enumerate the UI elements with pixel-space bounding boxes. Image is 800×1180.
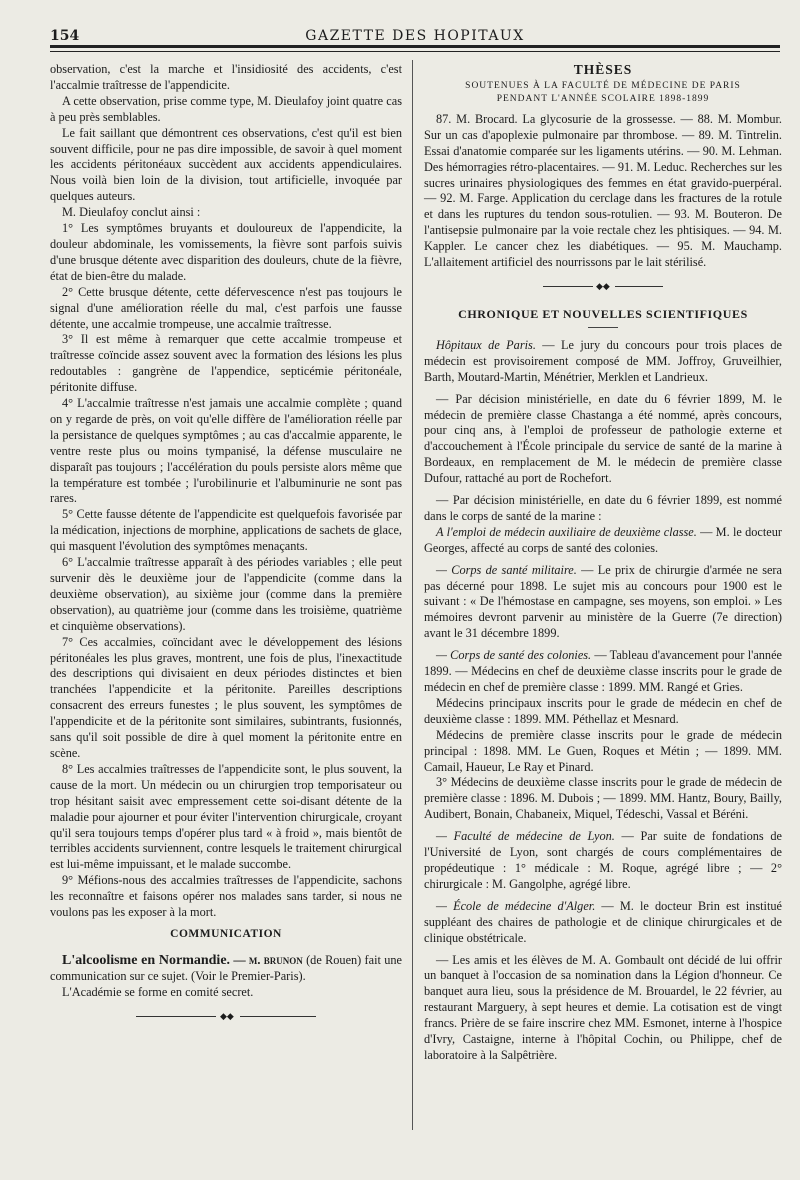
left-column xyxy=(50,62,402,1033)
news-text: — Les amis et les élèves de M. A. Gombault ont décidé de lui offrir un banquet à l'occasion de sa nomination dans la Légion d'honneur. Ce banquet aura lieu, sous la présidence de M. Brouardel, le 22 février, au restaurant Marguery, à sept heures et demie. La cotisation est de vingt francs. Prière de se faire inscrire chez MM. Esmonet, interne à l'hospice d'Ivry, Castaigne, interne à l'hôpital Cochin, ou Philippe, chef de laboratoire à la Salpêtrière. xyxy=(424,952,782,1062)
theses-list: 87. M. Brocard. La glycosurie de la grossesse. — 88. M. Mombur. Sur un cas d'apoplexie pulmonaire par thrombose. — 89. M. Tintrelin. Essai d'anatomie comparée sur les ligaments utérins. — 90. M. Lehman. Des hémorragies rétro-placentaires. — 91. M. Leduc. Recherches sur les sucres urinaires physiologiques des femmes en état gravido-puerpéral. — 92. M. Farge. Application du cerclage dans les fractures de la rotule et dans les ruptures du tendon sous-rotulien. — 93. M. Bouteron. De l'antisepsie pulmonaire par la voie rectale chez les phtisiques. — 94. M. Kappler. Le cancer chez les diabétiques. — 95. M. Mauchamp. L'allaitement artificiel des nourrissons par le lait stérilisé. xyxy=(424,111,782,270)
paragraph: 8° Les accalmies traîtresses de l'appendicite sont, le plus souvent, la cause de la mort. Un médecin ou un chirurgien trop temporisateur ou trop hésitant saisit avec empressement cette soi-disant détente de la maladie pour ajourner et pour éviter l'intervention chirurgicale, croyant qu'il sera toujours temps d'opérer plus tard « à froid », mais bientôt de terribles accidents surviennent, contre lesquels le traitement chirurgical est lui-même impuissant, et le malade succombe. xyxy=(50,761,402,872)
news-text: — Tableau d'avancement pour l'année 1899. — Médecins en chef de deuxième classe inscrits pour le grade de médecin en chef de première classe : 1899. MM. Rangé et Gries. xyxy=(424,648,782,694)
news-item xyxy=(424,392,782,487)
news-text: — Par décision ministérielle, en date du 6 février 1899, est nommé dans le corps de santé de la marine : xyxy=(424,493,782,523)
news-item xyxy=(424,563,782,643)
paragraph: observation, c'est la marche et l'insidiosité des accidents, c'est l'accalmie traîtresse de l'appendicite. xyxy=(50,62,402,92)
news-text: — Par suite de fondations de l'Université de Lyon, sont chargés de cours complémentaires de propédeutique : 1° médicale : M. Roque, agrégé libre ; — 2° chirurgicale : M. Gangolphe, agrégé libre. xyxy=(424,829,782,891)
news-text: 3° Médecins de deuxième classe inscrits pour le grade de médecin de première classe : 1896. M. Dubois ; — 1899. MM. Hantz, Boury, Bailly, Audibert, Bonain, Chabaneix, Miquel, Tédeschi, Vassal et Béréni. xyxy=(424,775,782,822)
news-item xyxy=(424,648,782,696)
paragraph: 7° Ces accalmies, coïncidant avec le développement des lésions péritonéales les plus graves, montrent, une fois de plus, l'inexactitude des descriptions qui divisaient en deux périodes distinctes et bien tranchées l'appendicite et la péritonite. Pareilles descriptions consacrent des erreurs funestes ; le plus souvent, les symptômes de l'appendicite et de la péritonite sont similaires, subintrants, fusionnés, sans qu'il soit possible de dire à quel moment la péritonite entre en scène. xyxy=(50,634,402,760)
theses-subtitle-line-2: PENDANT L'ANNÉE SCOLAIRE 1898-1899 xyxy=(496,93,710,104)
news-text: Médecins principaux inscrits pour le grade de médecin en chef de deuxième classe : 1899. MM. Péthellaz et Mesnard. xyxy=(424,695,782,726)
header-rule-thick xyxy=(50,45,780,48)
column-divider xyxy=(412,60,413,1130)
section-ornament: ◆◆ xyxy=(136,1011,316,1023)
news-lead: A l'emploi de médecin auxiliaire de deuxième classe. xyxy=(436,524,697,539)
paragraph: 5° Cette fausse détente de l'appendicite est quelquefois favorisée par la médication, injections de morphine, applications de sachets de glace, qui masquent l'évolution des symptômes menaçants. xyxy=(50,507,402,554)
news-text: — M. le docteur Georges, affecté au corps de santé des colonies. xyxy=(424,524,782,555)
news-text: — Le jury du concours pour trois places de médecin est provisoirement composé de MM. Joffroy, Gruveilhier, Barth, Moutard-Martin, Ménétrier, Merklen et Landrieux. xyxy=(424,337,782,384)
news-lead: — École de médecine d'Alger. xyxy=(436,898,596,913)
communication-lead: L'alcoolisme en Normandie. xyxy=(62,952,231,968)
news-item xyxy=(424,525,782,557)
paragraph: Le fait saillant que démontrent ces observations, c'est qu'il est bien souvent difficile, pour ne pas dire impossible, de savoir à quel moment les accidents péritonéaux succèdent aux accidents appendiculaires. Nous voilà bien loin de la division, tout artificielle, invoquée par quelques auteurs. xyxy=(50,125,402,204)
paragraph: 6° L'accalmie traîtresse apparaît à des périodes variables ; elle peut survenir dès le deuxième jour de l'appendicite (comme dans la deuxième observation), au sixième jour (comme dans la première observation), au quatrième jour (comme dans les troisième, quatrième et cinquième observations). xyxy=(50,555,402,633)
news-item xyxy=(424,728,782,776)
news-item xyxy=(424,953,782,1064)
paragraph: 4° L'accalmie traîtresse n'est jamais une accalmie complète ; quand on y regarde de près, on voit qu'elle diffère de l'amélioration réelle par la persistance de quelques symptômes ; au cas d'accalmie apparente, le ventre reste plus ou moins tympanisé, la défense musculaire ne disparaît pas toujours ; l'accélération du pouls persiste alors même que la température est tombée ; l'urobilinurie et l'albuminurie ne sont pas rares. xyxy=(50,396,402,506)
paragraph: 1° Les symptômes bruyants et douloureux de l'appendicite, la douleur abdominale, les vomissements, la fièvre sont parfois suivis d'une brusque détente avec disparition des douleurs, chute de la fièvre, état de bien-être du malade. xyxy=(50,221,402,283)
page-number: 154 xyxy=(50,28,80,44)
title-rule xyxy=(588,327,618,328)
news-item xyxy=(424,493,782,525)
news-text: — M. le docteur Brin est institué suppléant des chaires de pathologie et de clinique chirurgicales et de clinique obstétricale. xyxy=(424,898,782,945)
paragraph: M. Dieulafoy conclut ainsi : xyxy=(62,205,201,220)
communication-paragraph xyxy=(50,953,402,985)
news-lead: Hôpitaux de Paris. xyxy=(436,337,536,352)
theses-title: THÈSES xyxy=(573,62,633,77)
news-lead: — Corps de santé militaire. xyxy=(436,562,577,577)
communication-author: — m. brunon xyxy=(233,952,303,967)
news-item xyxy=(424,775,782,823)
header-rule-thin xyxy=(50,51,780,52)
communication-heading: COMMUNICATION xyxy=(170,927,282,940)
news-item xyxy=(424,899,782,947)
paragraph: A cette observation, prise comme type, M. Dieulafoy joint quatre cas à peu près semblables. xyxy=(50,93,402,124)
news-text: Médecins de première classe inscrits pour le grade de médecin principal : 1898. MM. Le Guen, Roques et Métin ; — 1899. MM. Camail, Haueur, Le Ray et Pinard. xyxy=(424,727,782,774)
news-lead: — Faculté de médecine de Lyon. xyxy=(436,829,615,844)
paragraph: 9° Méfions-nous des accalmies traîtresses de l'appendicite, sachons les reconnaître et faisons opérer nos malades sans tarder, si nous ne voulons pas les exposer à la mort. xyxy=(50,873,402,920)
communication-text: (de Rouen) fait une communication sur ce sujet. (Voir le Premier-Paris). xyxy=(50,952,402,983)
news-text: — Le prix de chirurgie d'armée ne sera pas décerné pour 1898. Le sujet mis au concours pour 1900 est le suivant : « De l'hémostase en campagne, ses moyens, son emploi. » Les mémoires devront parvenir au ministère de la Guerre (7e direction) avant le 31 décembre 1899. xyxy=(424,562,782,641)
journal-title: GAZETTE DES HOPITAUX xyxy=(305,28,525,44)
right-column xyxy=(424,62,782,1064)
news-lead: — Corps de santé des colonies. xyxy=(436,648,592,663)
chronique-title: CHRONIQUE ET NOUVELLES SCIENTIFIQUES xyxy=(458,306,748,321)
theses-subtitle xyxy=(424,80,782,106)
paragraph: 3° Il est même à remarquer que cette accalmie trompeuse et traîtresse coïncide assez souvent avec la formation des lésions les plus redoutables : gangrène de l'appendice, septicémie péritonéale, péritonite diffuse. xyxy=(50,332,402,395)
news-item xyxy=(424,696,782,728)
paragraph: 2° Cette brusque détente, cette défervescence n'est pas toujours le signal d'une amélioration réelle du mal, c'est parfois une fausse détente, une accalmie trompeuse, une accalmie traîtresse. xyxy=(50,284,402,331)
communication-closing: L'Académie se forme en comité secret. xyxy=(62,984,254,999)
theses-subtitle-line-1: SOUTENUES À LA FACULTÉ DE MÉDECINE DE PARIS xyxy=(465,80,741,91)
news-item xyxy=(424,829,782,893)
news-text: — Par décision ministérielle, en date du 6 février 1899, M. le médecin de première classe Chastanga a été nommé, après concours, pour cinq ans, à l'emploi de professeur de pathologie externe et d'accouchement à l'École principale du service de santé de la marine à Bordeaux, en remplacement de M. le médecin de première classe Dufour, rattaché au port de Rochefort. xyxy=(424,391,782,486)
section-ornament: ◆◆ xyxy=(543,281,663,293)
news-item xyxy=(424,338,782,386)
